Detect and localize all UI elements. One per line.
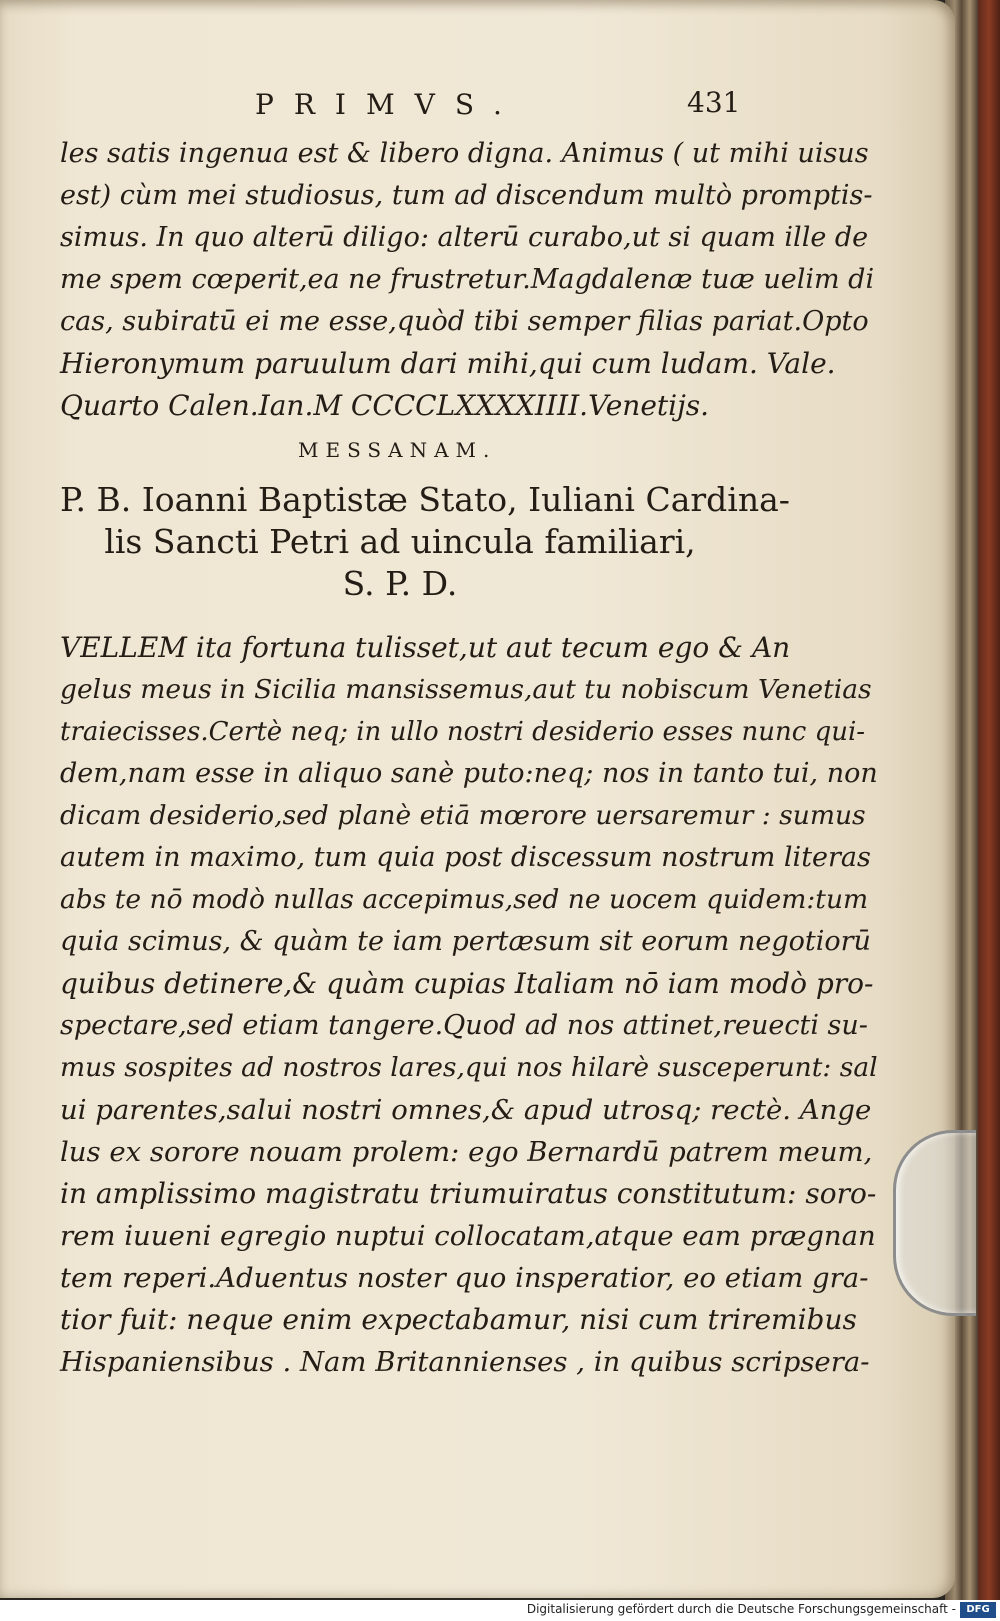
letter-heading-line: S. P. D. [342,564,458,603]
text-line: abs te nō modò nullas accepimus,sed ne uocem quidem:tum [60,884,869,915]
text-line: dicam desiderio,sed planè etiā mœrore uersaremur : sumus [60,800,866,831]
dfg-logo: DFG [960,1602,996,1618]
text-line: VELLEM ita fortuna tulisset,ut aut tecum ego & An [60,631,791,664]
text-line: lus ex sorore nouam prolem: ego Bernardū patrem meum, [60,1136,873,1168]
footer-bar [0,1600,1000,1621]
text-line: traiecisses.Certè neq; in ullo nostri desiderio esses nunc qui- [60,717,866,747]
book-binding [978,0,1000,1600]
text-line: Hispaniensibus . Nam Britannienses , in quibus scripsera- [60,1346,870,1378]
text-line: simus. In quo alterū diligo: alterū curabo,ut si quam ille de [60,222,869,253]
text-line: cas, subiratū ei me esse,quòd tibi semper filias pariat.Opto [60,306,869,337]
text-line: les satis ingenua est & libero digna. Animus ( ut mihi uisus [60,138,869,169]
section-title: MESSANAM. [298,438,497,462]
text-line: tem reperi.Aduentus noster quo insperatior, eo etiam gra- [60,1262,869,1294]
text-line: quibus detinere,& quàm cupias Italiam nō iam modò pro- [60,967,874,1000]
text-line: rem iuueni egregio nuptui collocatam,atque eam prægnan [60,1220,876,1252]
footer-credit: Digitalisierung gefördert durch die Deutsche Forschungsgemeinschaft - [526,1602,956,1616]
letter-heading-line: lis Sancti Petri ad uincula familiari, [104,522,696,561]
text-line: Hieronymum paruulum dari mihi,qui cum ludam. Vale. [60,347,836,380]
text-line: me spem cœperit,ea ne frustretur.Magdalenæ tuæ uelim di [60,264,875,295]
page-clip-tab [893,1130,976,1316]
page-number: 431 [687,86,741,119]
text-line: tior fuit: neque enim expectabamur, nisi cum triremibus [60,1303,857,1336]
text-line: quia scimus, & quàm te iam pertæsum sit eorum negotiorū [60,926,871,957]
text-line: dem,nam esse in aliquo sanè puto:neq; nos in tanto tui, non [60,758,878,789]
text-line: est) cùm mei studiosus, tum ad discendum multò promptis- [60,180,873,211]
running-head: PRIMVS. [255,88,522,121]
text-line: in amplissimo magistratu triumuiratus constitutum: soro- [60,1177,877,1210]
text-line: spectare,sed etiam tangere.Quod ad nos attinet,reuecti su- [60,1010,868,1041]
text-line: ui parentes,salui nostri omnes,& apud utrosq; rectè. Ange [60,1094,872,1126]
text-line: gelus meus in Sicilia mansissemus,aut tu nobiscum Venetias [60,674,872,705]
letter-heading-line: P. B. Ioanni Baptistæ Stato, Iuliani Cardina- [60,480,790,519]
text-line: autem in maximo, tum quia post discessum nostrum literas [60,842,871,873]
text-line: mus sospites ad nostros lares,qui nos hilarè susceperunt: sal [60,1052,878,1083]
text-line: Quarto Calen.Ian.M CCCCLXXXXIIII.Venetijs. [60,389,710,422]
